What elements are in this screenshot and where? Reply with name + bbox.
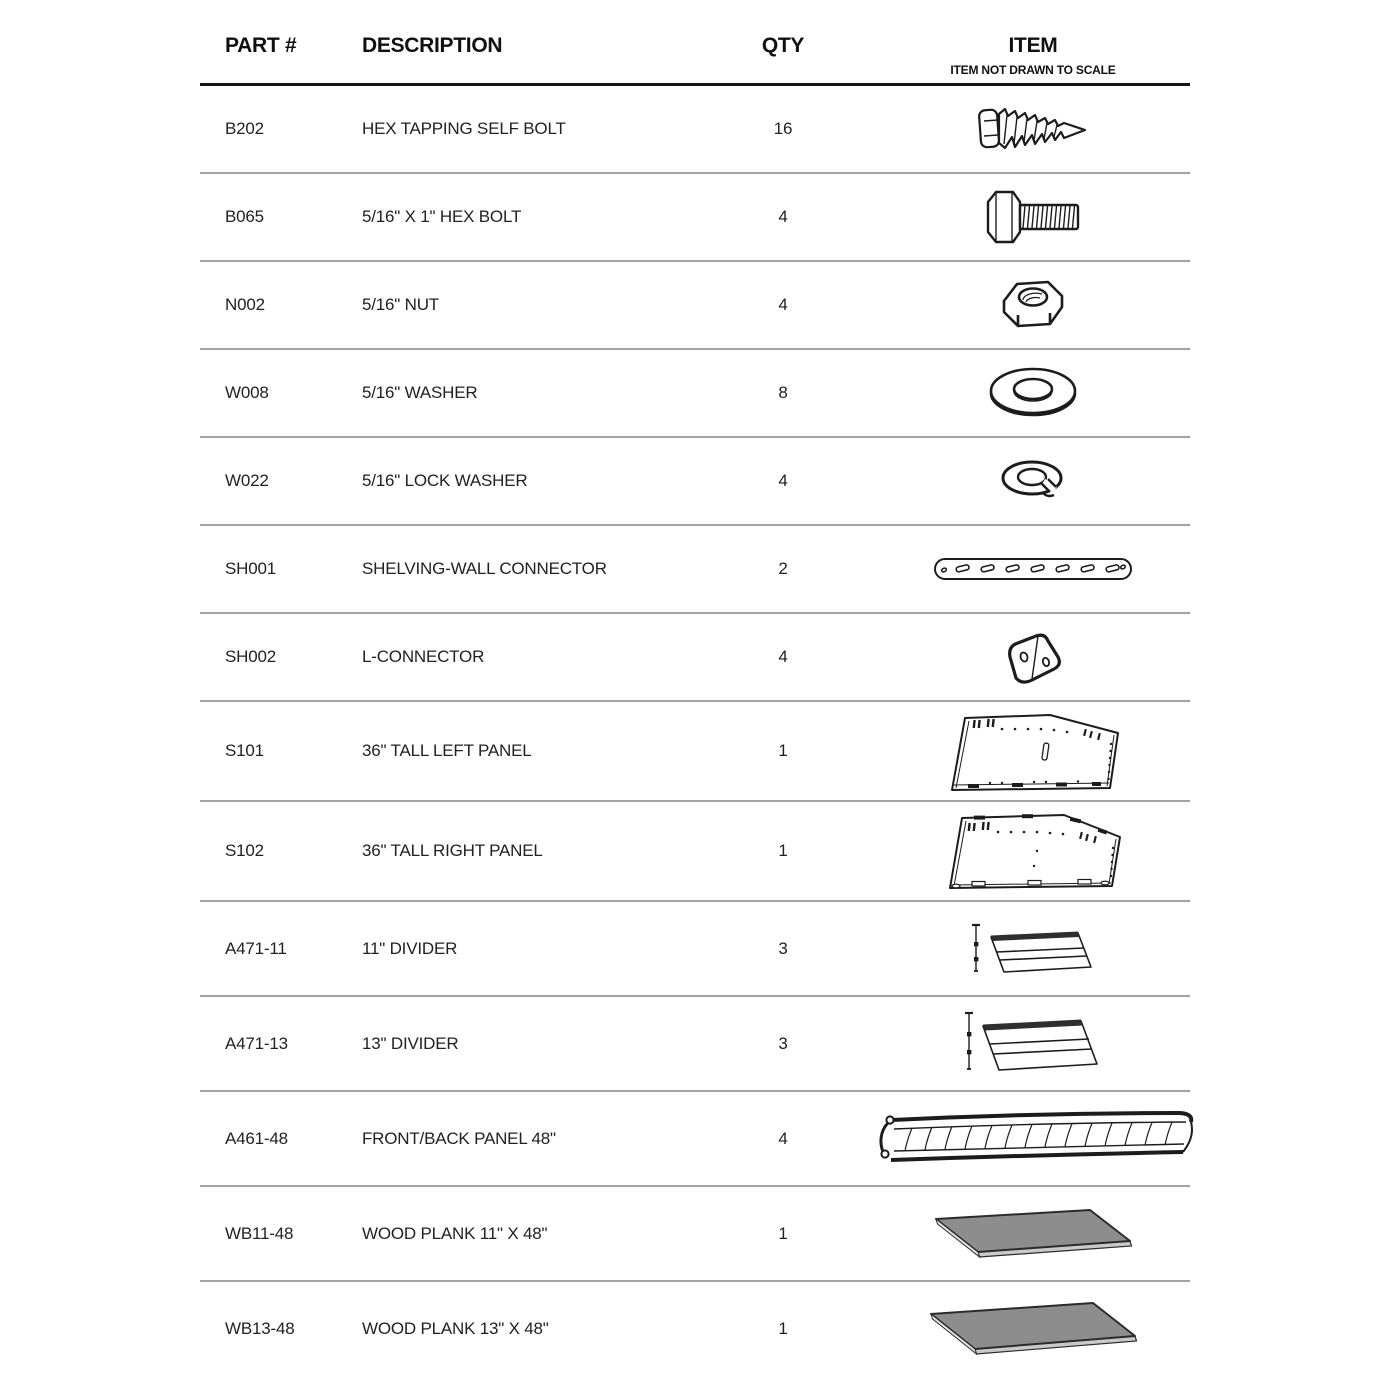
table-row	[200, 1092, 1190, 1187]
part-description: SHELVING-WALL CONNECTOR	[362, 559, 607, 578]
part-number: SH001	[225, 559, 276, 578]
divider-11-icon	[876, 914, 1190, 984]
part-qty: 4	[778, 471, 788, 490]
description-column-header: DESCRIPTION	[362, 34, 503, 57]
item-column-header	[876, 34, 1190, 77]
divider-13-icon	[876, 1005, 1190, 1083]
item-scale-note: ITEM NOT DRAWN TO SCALE	[950, 63, 1116, 77]
washer-icon	[876, 365, 1190, 421]
front-back-panel-icon	[876, 1107, 1202, 1171]
part-number: A461-48	[225, 1128, 288, 1148]
table-row	[200, 174, 1190, 262]
part-number: S101	[225, 741, 264, 760]
part-number: WB11-48	[225, 1223, 294, 1243]
part-qty: 1	[778, 841, 788, 860]
table-row	[200, 902, 1190, 997]
part-qty: 4	[778, 207, 788, 226]
part-qty: 3	[778, 1033, 788, 1053]
table-row	[200, 262, 1190, 350]
right-panel-icon	[876, 806, 1190, 896]
parts-table	[200, 28, 1190, 1375]
hex-tapping-screw-icon	[876, 101, 1190, 157]
hex-nut-icon	[876, 275, 1190, 335]
part-number: S102	[225, 841, 264, 860]
table-row	[200, 86, 1190, 174]
shelving-wall-connector-icon	[876, 554, 1190, 584]
part-qty: 1	[778, 741, 788, 760]
part-description: 5/16" X 1" HEX BOLT	[362, 207, 522, 226]
part-qty: 1	[778, 1318, 788, 1338]
table-row	[200, 997, 1190, 1092]
part-description: HEX TAPPING SELF BOLT	[362, 119, 566, 138]
hex-bolt-icon	[876, 188, 1190, 246]
part-description: 5/16" WASHER	[362, 383, 478, 402]
part-description: 36" TALL LEFT PANEL	[362, 741, 532, 760]
table-row	[200, 350, 1190, 438]
part-number: A471-13	[225, 1033, 288, 1053]
part-qty: 1	[778, 1223, 788, 1243]
part-qty: 8	[778, 383, 788, 402]
table-row	[200, 614, 1190, 702]
part-qty: 4	[778, 1128, 788, 1148]
part-number: SH002	[225, 647, 276, 666]
part-description: 5/16" LOCK WASHER	[362, 471, 528, 490]
left-panel-icon	[876, 706, 1190, 796]
part-description: 11" DIVIDER	[362, 938, 458, 958]
parts-table-header	[200, 28, 1190, 86]
qty-column-header: QTY	[761, 34, 805, 57]
part-description: FRONT/BACK PANEL 48"	[362, 1128, 556, 1148]
table-row	[200, 1187, 1190, 1282]
part-description: 36" TALL RIGHT PANEL	[362, 841, 543, 860]
part-description: WOOD PLANK 13" X 48"	[362, 1318, 549, 1338]
table-row	[200, 438, 1190, 526]
parts-table-body	[200, 86, 1190, 1375]
part-description: 13" DIVIDER	[362, 1033, 459, 1053]
part-number: A471-11	[225, 938, 287, 958]
part-qty: 2	[778, 559, 788, 578]
part-description: WOOD PLANK 11" X 48"	[362, 1223, 548, 1243]
part-qty: 3	[778, 938, 788, 958]
part-description: 5/16" NUT	[362, 295, 439, 314]
part-number: B065	[225, 207, 264, 226]
part-number: B202	[225, 119, 264, 138]
part-number: W008	[225, 383, 269, 402]
table-row	[200, 526, 1190, 614]
part-qty: 16	[773, 119, 793, 138]
part-number: W022	[225, 471, 269, 490]
table-row	[200, 702, 1190, 802]
item-column-label: ITEM	[1008, 34, 1058, 57]
lock-washer-icon	[876, 456, 1190, 506]
wood-plank-13-icon	[876, 1300, 1190, 1358]
wood-plank-11-icon	[876, 1207, 1190, 1261]
part-column-header: PART #	[225, 34, 297, 57]
l-connector-icon	[876, 629, 1190, 685]
table-row	[200, 802, 1190, 902]
part-qty: 4	[778, 295, 788, 314]
part-number: WB13-48	[225, 1318, 295, 1338]
table-row	[200, 1282, 1190, 1375]
part-number: N002	[225, 295, 265, 314]
part-qty: 4	[778, 647, 788, 666]
part-description: L-CONNECTOR	[362, 647, 485, 666]
